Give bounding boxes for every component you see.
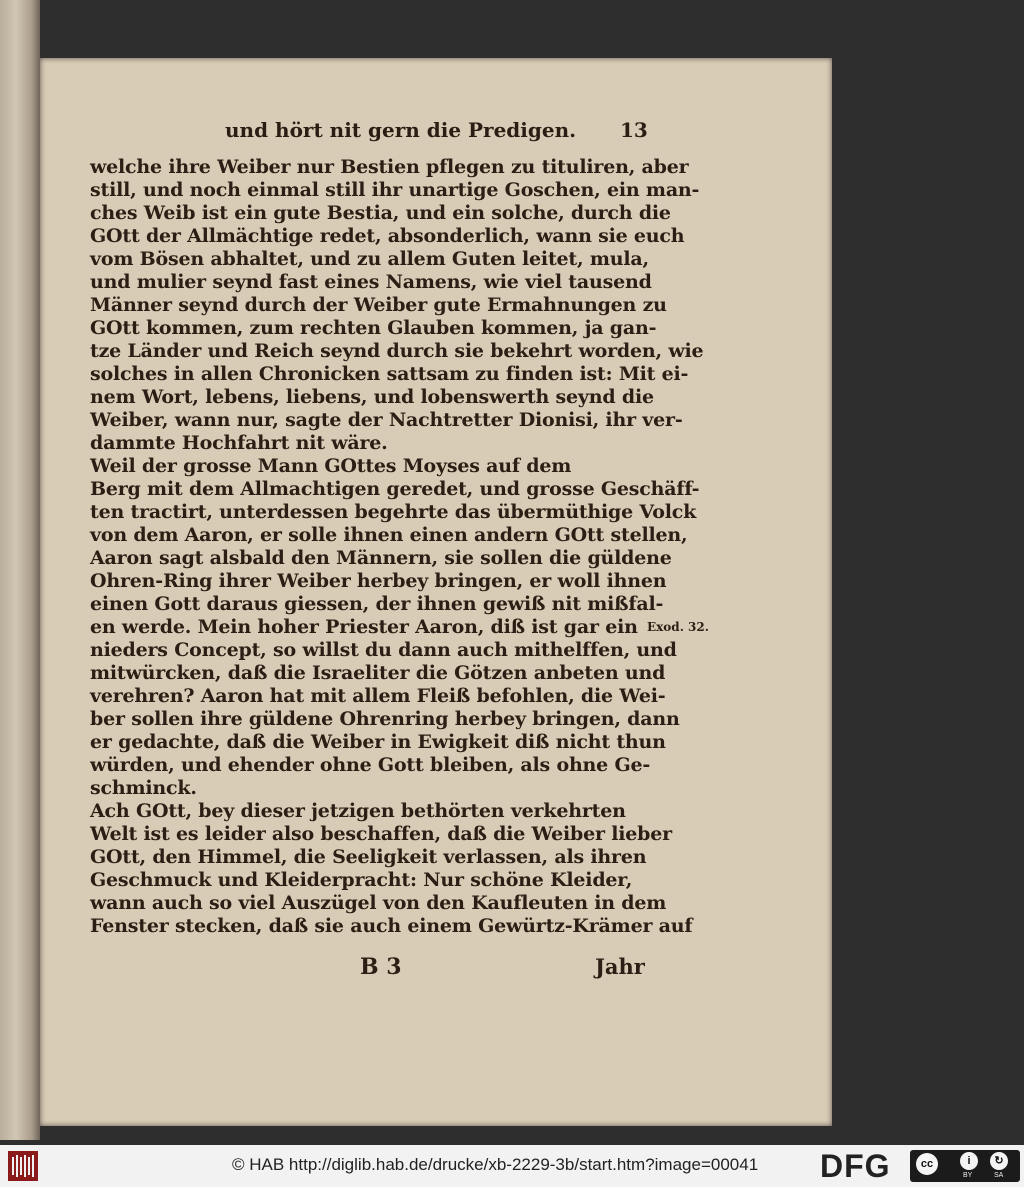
text-line: von dem Aaron, er solle ihnen einen andern GOtt stellen, xyxy=(90,524,688,546)
text-line: dammte Hochfahrt nit wäre. xyxy=(90,432,388,454)
text-line: nem Wort, lebens, liebens, und lobenswerth seynd die xyxy=(90,386,654,408)
text-line: vom Bösen abhaltet, und zu allem Guten leitet, mula, xyxy=(90,248,649,270)
dfg-logo[interactable]: DFG xyxy=(820,1148,891,1184)
running-head xyxy=(40,118,832,148)
share-alike-icon: ↻ xyxy=(990,1152,1008,1170)
catchword: Jahr xyxy=(595,954,645,979)
text-line: GOtt kommen, zum rechten Glauben kommen, ja gan- xyxy=(90,317,657,339)
text-line: wann auch so viel Auszügel von den Kaufleuten in dem xyxy=(90,892,667,914)
by-attribution-icon: i xyxy=(960,1152,978,1170)
text-line: Ach GOtt, bey dieser jetzigen bethörten verkehrten xyxy=(90,800,626,822)
text-line: Geschmuck und Kleiderpracht: Nur schöne Kleider, xyxy=(90,869,633,891)
cc-icon: cc xyxy=(916,1153,938,1175)
page-number: 13 xyxy=(620,118,648,142)
library-logo-icon[interactable] xyxy=(8,1151,38,1181)
text-line: tze Länder und Reich seynd durch sie bekehrt worden, wie xyxy=(90,340,704,362)
signature-mark: B 3 xyxy=(360,954,402,980)
text-line: ber sollen ihre güldene Ohrenring herbey bringen, dann xyxy=(90,708,680,730)
running-title: und hört nit gern die Predigen. xyxy=(225,118,577,142)
footer-bar xyxy=(0,1145,1024,1187)
text-line: würden, und ehender ohne Gott bleiben, als ohne Ge- xyxy=(90,754,651,776)
marginal-note: Exod. 32. xyxy=(647,620,709,634)
text-line: Welt ist es leider also beschaffen, daß die Weiber lieber xyxy=(90,823,672,845)
text-line: Weiber, wann nur, sagte der Nachtretter Dionisi, ihr ver- xyxy=(90,409,683,431)
text-line: er gedachte, daß die Weiber in Ewigkeit diß nicht thun xyxy=(90,731,666,753)
text-line: Ohren-Ring ihrer Weiber herbey bringen, er woll ihnen xyxy=(90,570,667,592)
text-line: GOtt der Allmächtige redet, absonderlich, wann sie euch xyxy=(90,225,685,247)
text-line: Berg mit dem Allmachtigen geredet, und grosse Geschäff- xyxy=(90,478,700,500)
by-label: BY xyxy=(963,1172,973,1179)
text-line: Fenster stecken, daß sie auch einem Gewürtz-Krämer auf xyxy=(90,915,693,937)
text-line: einen Gott daraus giessen, der ihnen gewiß nit mißfal- xyxy=(90,593,664,615)
text-line: ten tractirt, unterdessen begehrte das übermüthige Volck xyxy=(90,501,697,523)
text-line: Weil der grosse Mann GOttes Moyses auf dem xyxy=(90,455,572,477)
cc-license-badge[interactable] xyxy=(910,1150,1020,1182)
text-line: en werde. Mein hoher Priester Aaron, diß ist gar ein xyxy=(90,616,638,638)
text-line: still, und noch einmal still ihr unartige Goschen, ein man- xyxy=(90,179,700,201)
text-line: ches Weib ist ein gute Bestia, und ein solche, durch die xyxy=(90,202,671,224)
previous-page-edge xyxy=(0,0,40,1140)
text-line: Aaron sagt alsbald den Männern, sie sollen die güldene xyxy=(90,547,672,569)
text-line: GOtt, den Himmel, die Seeligkeit verlassen, als ihren xyxy=(90,846,647,868)
text-line: verehren? Aaron hat mit allem Fleiß befohlen, die Wei- xyxy=(90,685,666,707)
source-credit-link[interactable]: © HAB http://diglib.hab.de/drucke/xb-2229-3b/start.htm?image=00041 xyxy=(232,1155,759,1174)
text-line: schminck. xyxy=(90,777,197,799)
text-line: Männer seynd durch der Weiber gute Ermahnungen zu xyxy=(90,294,667,316)
text-line: solches in allen Chronicken sattsam zu finden ist: Mit ei- xyxy=(90,363,689,385)
sa-label: SA xyxy=(994,1172,1004,1179)
book-page xyxy=(40,58,832,1126)
text-line: und mulier seynd fast eines Namens, wie viel tausend xyxy=(90,271,652,293)
catchline xyxy=(40,954,832,980)
text-line: mitwürcken, daß die Israeliter die Götzen anbeten und xyxy=(90,662,666,684)
text-line: welche ihre Weiber nur Bestien pflegen zu tituliren, aber xyxy=(90,156,689,178)
text-line: nieders Concept, so willst du dann auch mithelffen, und xyxy=(90,639,677,661)
